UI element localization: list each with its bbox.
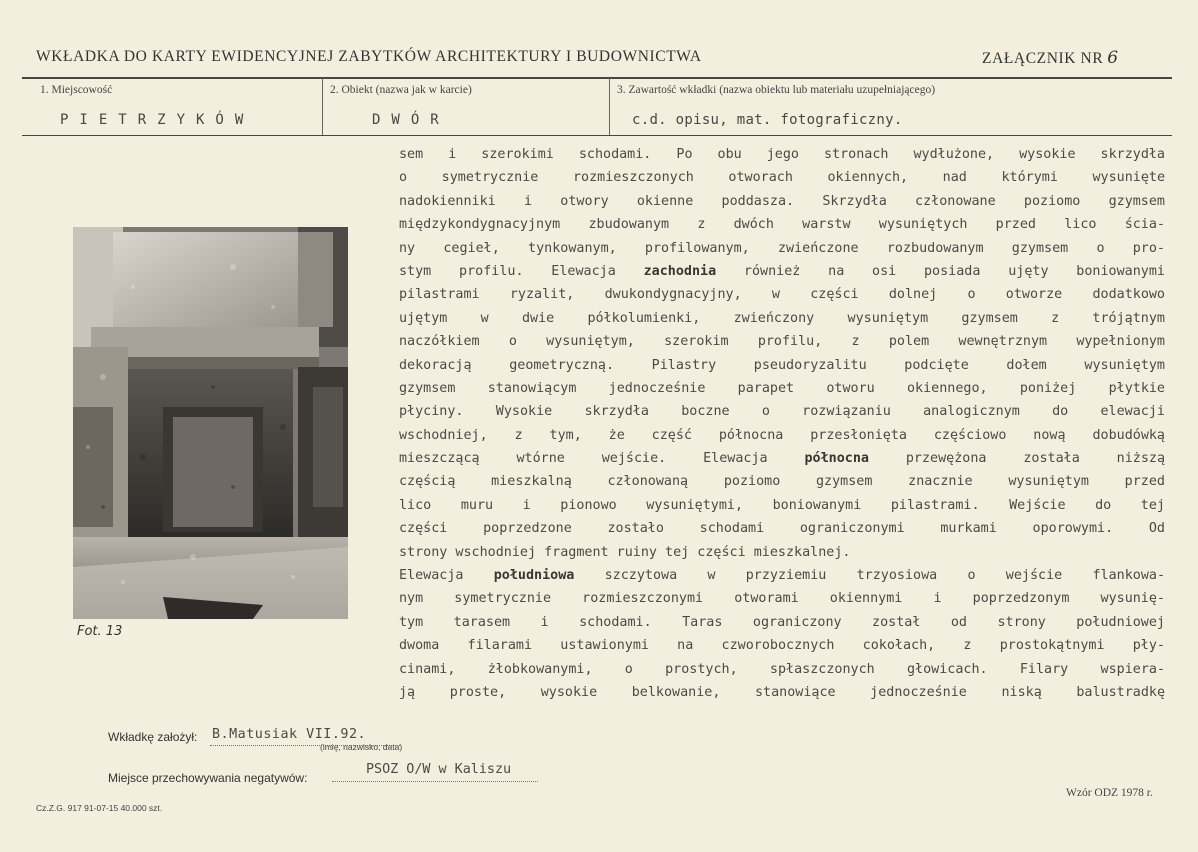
text-line: cinami, żłobkowanymi, o prostych, spłaszczonych głowicach. Filary wspiera- bbox=[399, 661, 1165, 677]
annex-label: ZAŁĄCZNIK NR bbox=[982, 50, 1104, 67]
elevation-west-heading: zachodnia bbox=[643, 263, 717, 279]
description-text bbox=[399, 143, 1165, 704]
text-line: wschodniej, z tym, że część północna przesłonięta częściowo nową dobudówką bbox=[399, 427, 1165, 443]
locality-value: PIETRZYKÓW bbox=[60, 112, 255, 128]
author-label: Wkładkę założył: bbox=[108, 730, 198, 744]
photograph bbox=[73, 227, 348, 619]
form-print-code: Cz.Z.G. 917 91-07-15 40.000 szt. bbox=[36, 803, 163, 813]
text-segment: Elewacja bbox=[399, 568, 464, 584]
photo-caption: Fot. 13 bbox=[77, 624, 123, 639]
header-rule-top bbox=[22, 77, 1172, 79]
text-line: sem i szerokimi schodami. Po obu jego stronach wydłużone, wysokie skrzydła bbox=[399, 147, 1165, 162]
negatives-value: PSOZ O/W w Kaliszu bbox=[366, 762, 512, 777]
text-line: dwoma filarami ustawionymi na czworobocznych cokołach, z prostokątnymi pły- bbox=[399, 638, 1165, 654]
author-value: B.Matusiak VII.92. bbox=[212, 727, 367, 742]
text-line: międzykondygnacyjnym zbudowanym z dwóch warstw wysuniętych przed lico ścia- bbox=[399, 217, 1165, 233]
text-line bbox=[399, 260, 1165, 283]
negatives-label: Miejsce przechowywania negatywów: bbox=[108, 771, 308, 785]
text-line: ujętym w dwie półkolumienki, zwieńczony wysuniętym gzymsem z trójątnym bbox=[399, 310, 1165, 326]
elevation-north-heading: północna bbox=[804, 451, 869, 467]
text-line: naczółkiem o wysuniętym, szerokim profilu, z polem wewnętrznym wypełnionym bbox=[399, 334, 1165, 350]
text-line: pilastrami ryzalit, dwukondygnacyjny, w części dolnej o otworze dodatkowo bbox=[399, 287, 1165, 303]
text-line: tym tarasem i schodami. Taras ograniczony został od strony południowej bbox=[399, 614, 1165, 630]
text-line: częścią mieszkalną członowaną poziomo gzymsem znacznie wysuniętym przed bbox=[399, 474, 1165, 490]
text-line: nadokienniki i otwory okienne poddasza. Skrzydła członowane poziomo gzymsem bbox=[399, 193, 1165, 209]
text-segment: przewężona została niższą bbox=[905, 451, 1165, 467]
annex-number-value: 6 bbox=[1107, 48, 1119, 68]
column-divider-2 bbox=[609, 78, 610, 135]
text-line: nym symetrycznie rozmieszczonymi otworami okiennymi i poprzedzonym wysunię- bbox=[399, 591, 1165, 607]
text-line: ny cegieł, tynkowanym, profilowanym, zwieńczone rozbudowanym gzymsem o pro- bbox=[399, 240, 1165, 256]
text-line: części poprzedzone zostało schodami ograniczonymi murkami oporowymi. Od bbox=[399, 521, 1165, 537]
author-note: (imię, nazwisko, data) bbox=[320, 742, 403, 752]
text-segment: mieszczącą wtórne wejście. Elewacja bbox=[399, 451, 768, 467]
header-rule-bottom bbox=[22, 135, 1172, 136]
text-line bbox=[399, 564, 1165, 587]
locality-label: 1. Miejscowość bbox=[40, 84, 113, 96]
text-segment: stym profilu. Elewacja bbox=[399, 263, 616, 279]
negatives-underline bbox=[332, 781, 538, 782]
contents-label: 3. Zawartość wkładki (nazwa obiektu lub materiału uzupełniającego) bbox=[617, 84, 936, 96]
text-line: o symetrycznie rozmieszczonych otworach okiennych, nad którymi wysunięte bbox=[399, 170, 1165, 186]
object-label: 2. Obiekt (nazwa jak w karcie) bbox=[330, 84, 472, 96]
text-segment: szczytowa w przyziemiu trzyosiowa o wejście flankowa- bbox=[604, 568, 1165, 584]
text-line: płyciny. Wysokie skrzydła boczne o rozwiązaniu analogicznym do elewacji bbox=[399, 404, 1165, 420]
form-title: WKŁADKA DO KARTY EWIDENCYJNEJ ZABYTKÓW ARCHITEKTURY I BUDOWNICTWA bbox=[36, 48, 702, 65]
elevation-south-heading: południowa bbox=[493, 568, 575, 584]
text-line: ją proste, wysokie belkowanie, stanowiące jednocześnie niską balustradkę bbox=[399, 684, 1165, 700]
text-line bbox=[399, 447, 1165, 470]
annex-number bbox=[982, 48, 1119, 68]
contents-value: c.d. opisu, mat. fotograficzny. bbox=[632, 112, 903, 128]
object-value: DWÓR bbox=[372, 112, 450, 128]
text-line: dekoracją geometryczną. Pilastry pseudoryzalitu podcięte dołem wysuniętym bbox=[399, 357, 1165, 373]
photograph-image bbox=[73, 227, 348, 619]
text-line: lico muru i pionowo wysuniętymi, boniowanymi pilastrami. Wejście do tej bbox=[399, 497, 1165, 513]
form-model: Wzór ODZ 1978 r. bbox=[1066, 787, 1153, 799]
text-line: gzymsem stanowiącym jednocześnie parapet otworu okiennego, poniżej płytkie bbox=[399, 380, 1165, 396]
column-divider-1 bbox=[322, 78, 323, 135]
text-line: strony wschodniej fragment ruiny tej części mieszkalnej. bbox=[399, 544, 851, 560]
text-segment: również na osi posiada ujęty boniowanymi bbox=[743, 263, 1165, 279]
